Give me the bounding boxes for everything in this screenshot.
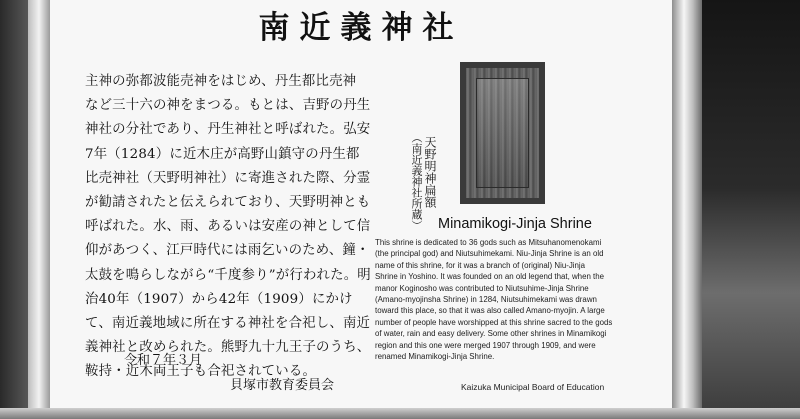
board-of-education-jp: 貝塚市教育委員会 (230, 378, 335, 393)
en-line: renamed Minamikogi-Jinja Shrine. (375, 352, 495, 362)
info-sign-board (50, 0, 672, 419)
jp-line: 主神の弥都波能売神をはじめ、丹生都比売神 (85, 74, 357, 89)
shrine-plaque-photo (460, 62, 545, 204)
plaque-caption-sub: （南近義神社所蔵） (410, 132, 423, 231)
sign-date: 令和７年３月 (124, 353, 203, 368)
background-foliage (700, 0, 800, 419)
board-of-education-en: Kaizuka Municipal Board of Education (461, 382, 605, 392)
en-line: region and this one were merged 1907 through 1909, and were (375, 340, 596, 350)
jp-line: 太鼓を鳴らしながら“千度参り”が行われた。明 (85, 267, 371, 283)
sign-bottom-frame (0, 408, 800, 419)
en-line: manor Koginosho was contributed to Niutsuhime-Jinja Shrine (375, 283, 589, 293)
en-line: number of people have worshipped at this shrine sacred to the gods (375, 317, 613, 327)
jp-line: 神社の分社であり、丹生神社と呼ばれた。弘安 (85, 122, 371, 138)
en-line: of water, rain and easy delivery. Some other shrines in Minamikogi (375, 329, 607, 339)
japanese-description (85, 70, 390, 385)
en-line: (Amano-myojinsha Shrine) in 1284, Niutsuhimekami was drawn (375, 295, 597, 305)
english-description (375, 237, 667, 362)
left-sign-post (28, 0, 50, 419)
english-title: Minamikogi-Jinja Shrine (438, 216, 592, 232)
en-line: Shrine in Yoshino. It was founded on an old legend that, when the (375, 272, 605, 282)
jp-line: 比売神社（天野明神社）に寄進された際、分霊 (85, 170, 371, 186)
en-line: toward this place, so that it was also called Amano-myojin. A large (375, 306, 605, 316)
en-line: name of this shrine, for it was a branch of (original) Niu-Jinja (375, 260, 586, 270)
jp-line: 治40年（1907）から42年（1909）にかけ (85, 291, 353, 307)
sign-title: 南近義神社 (258, 10, 464, 46)
right-sign-post (672, 0, 702, 419)
en-line: This shrine is dedicated to 36 gods such as Mitsuhanomenokami (375, 238, 602, 247)
jp-line: など三十六の神をまつる。もとは、吉野の丹生 (85, 98, 371, 114)
jp-line: が勧請されたと伝えられており、天野明神とも (85, 195, 371, 211)
jp-line: 鞍持・近木両王子も合祀されている。 (85, 364, 317, 380)
en-line: (the principal god) and Niutsuhimekami. Niu-Jinja Shrine is an old (375, 249, 604, 259)
jp-line: 仰があつく、江戸時代には雨乞いのため、鐘・ (85, 243, 370, 259)
jp-line: 義神社と改められた。熊野九十九王子のうち、 (85, 340, 371, 356)
plaque-panel (476, 78, 529, 188)
plaque-caption: 天野明神扁額 (423, 136, 437, 208)
jp-line: 呼ばれた。水、雨、あるいは安産の神として信 (85, 219, 371, 235)
jp-line: て、南近義地域に所在する神社を合祀し、南近 (85, 316, 371, 332)
jp-line: 7年（1284）に近木庄が高野山鎮守の丹生都 (85, 146, 360, 162)
